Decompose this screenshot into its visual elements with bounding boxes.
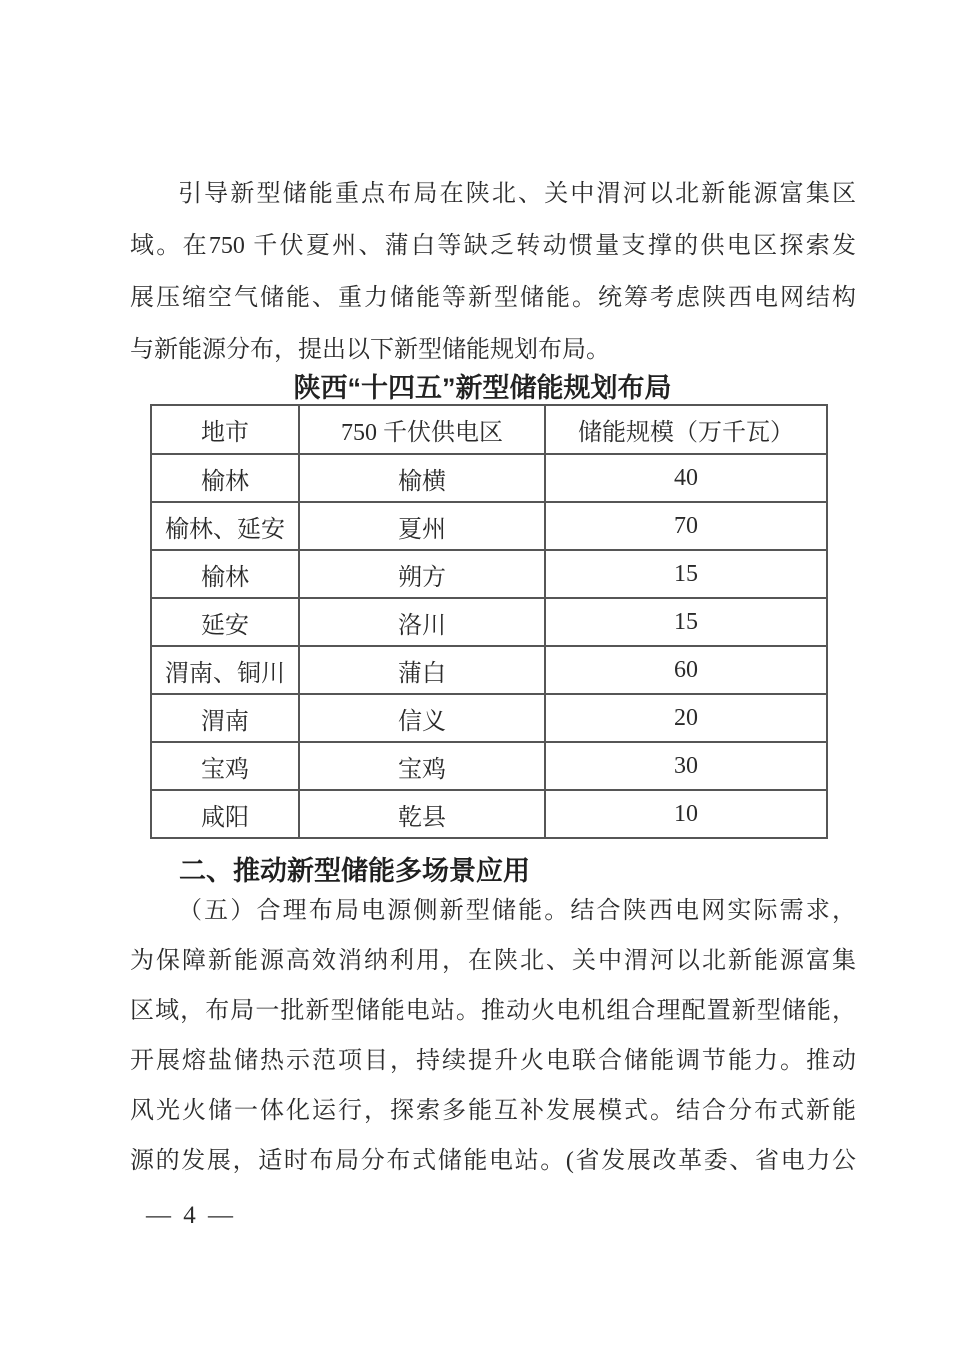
text-line: 域。在750 千伏夏州、蒲白等缺乏转动惯量支撑的供电区探索发 xyxy=(130,233,856,259)
text-line: 风光火储一体化运行，探索多能互补发展模式。结合分布式新能 xyxy=(130,1098,856,1124)
table-cell: 70 xyxy=(545,502,827,550)
text-line: 为保障新能源高效消纳利用，在陕北、关中渭河以北新能源富集 xyxy=(130,948,856,974)
table-row xyxy=(151,550,827,598)
table-body xyxy=(151,454,827,838)
text-line: 引导新型储能重点布局在陕北、关中渭河以北新能源富集区 xyxy=(178,181,856,207)
header-cell: 储能规模（万千瓦） xyxy=(545,405,827,454)
paragraph-section5 xyxy=(130,886,856,1186)
table-cell: 宝鸡 xyxy=(299,742,545,790)
table-cell: 榆横 xyxy=(299,454,545,502)
table-cell: 信义 xyxy=(299,694,545,742)
table-cell: 朔方 xyxy=(299,550,545,598)
table-cell: 40 xyxy=(545,454,827,502)
table-cell: 渭南、铜川 xyxy=(151,646,299,694)
table-cell: 咸阳 xyxy=(151,790,299,838)
table-cell: 30 xyxy=(545,742,827,790)
storage-plan-table xyxy=(150,404,828,839)
text-line: 区域，布局一批新型储能电站。推动火电机组合理配置新型储能， xyxy=(130,998,856,1024)
table-cell: 15 xyxy=(545,598,827,646)
text-line: 开展熔盐储热示范项目，持续提升火电联合储能调节能力。推动 xyxy=(130,1048,856,1074)
table-cell: 20 xyxy=(545,694,827,742)
table-cell: 榆林 xyxy=(151,454,299,502)
header-cell: 地市 xyxy=(151,405,299,454)
page-number: — 4 — xyxy=(146,1202,236,1229)
table-cell: 榆林 xyxy=(151,550,299,598)
table-cell: 乾县 xyxy=(299,790,545,838)
text-line: 与新能源分布，提出以下新型储能规划布局。 xyxy=(130,337,610,363)
paragraph-intro xyxy=(130,168,856,376)
table-cell: 渭南 xyxy=(151,694,299,742)
table-cell: 60 xyxy=(545,646,827,694)
table-header-row xyxy=(151,405,827,454)
table-cell: 洛川 xyxy=(299,598,545,646)
table-cell: 榆林、延安 xyxy=(151,502,299,550)
text-line: （五）合理布局电源侧新型储能。结合陕西电网实际需求， xyxy=(178,898,856,924)
table-cell: 蒲白 xyxy=(299,646,545,694)
table-cell: 延安 xyxy=(151,598,299,646)
text-line: 源的发展，适时布局分布式储能电站。(省发展改革委、省电力公 xyxy=(130,1148,856,1174)
text-line: 展压缩空气储能、重力储能等新型储能。统筹考虑陕西电网结构 xyxy=(130,285,856,311)
table-cell: 宝鸡 xyxy=(151,742,299,790)
section-heading: 二、推动新型储能多场景应用 xyxy=(179,856,530,886)
table-row xyxy=(151,454,827,502)
table-row xyxy=(151,646,827,694)
table-row xyxy=(151,694,827,742)
table-title: 陕西“十四五”新型储能规划布局 xyxy=(293,373,672,403)
table-row xyxy=(151,790,827,838)
table-cell: 15 xyxy=(545,550,827,598)
table-row xyxy=(151,598,827,646)
table-cell: 10 xyxy=(545,790,827,838)
header-cell: 750 千伏供电区 xyxy=(299,405,545,454)
table-row xyxy=(151,742,827,790)
table-cell: 夏州 xyxy=(299,502,545,550)
table-row xyxy=(151,502,827,550)
